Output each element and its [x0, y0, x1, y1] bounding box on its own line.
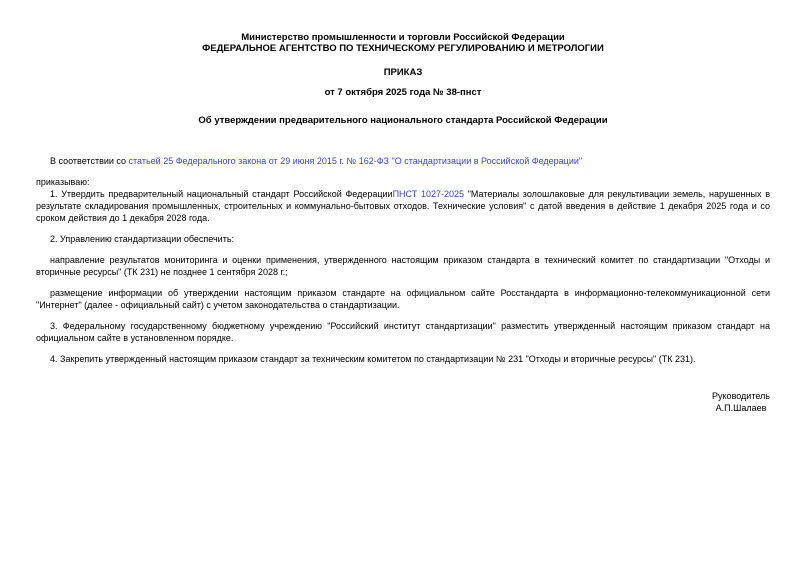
body-paragraph: [36, 188, 770, 224]
paragraph-text: "Материалы золошлаковые для рекультивации земель, нарушенных в результате складирования промышленных, строительных и коммунально-бытовых отходов. Технические условия" с датой введения в действие 1 декабря 2025 года и со сроком действия до 1 декабря 2028 года.: [36, 189, 770, 223]
body-paragraph: [36, 320, 770, 344]
signature-position: Руководитель: [712, 391, 770, 401]
signature-name: А.П.Шалаев: [715, 403, 767, 413]
document-header: [36, 32, 770, 54]
doc-title: Об утверждении предварительного национального стандарта Российской Федерации: [198, 115, 608, 126]
body-paragraph: [36, 176, 770, 188]
paragraph-text: 2. Управлению стандартизации обеспечить:: [50, 234, 235, 244]
paragraph-text: размещение информации об утверждении настоящим приказом стандарте на официальном сайте Росстандарта в информационно-телекоммуникационной сети "Интернет" (далее - официальный сайт) с учетом законодательства о стандартизации.: [36, 288, 770, 310]
body-paragraph: [36, 254, 770, 278]
document-body: [36, 155, 770, 365]
paragraph-text: 4. Закрепить утвержденный настоящим приказом стандарт за техническим комитетом по стандартизации № 231 "Отходы и вторичные ресурсы" (ТК 231).: [50, 354, 696, 364]
doc-date-number: от 7 октября 2025 года № 38-пнст: [324, 87, 482, 98]
signature-block: [36, 390, 770, 416]
agency-line: ФЕДЕРАЛЬНОЕ АГЕНТСТВО ПО ТЕХНИЧЕСКОМУ РЕГУЛИРОВАНИЮ И МЕТРОЛОГИИ: [202, 43, 604, 54]
body-paragraph: [36, 287, 770, 311]
paragraph-text: направление результатов мониторинга и оценки применения, утвержденного настоящим приказом стандарта в технический комитет по стандартизации "Отходы и вторичные ресурсы" (ТК 231) не позднее 1 сентября 2028 г.;: [36, 255, 770, 277]
body-paragraph: [36, 155, 770, 167]
doc-type-label: ПРИКАЗ: [383, 67, 423, 78]
ministry-line: Министерство промышленности и торговли Российской Федерации: [241, 32, 565, 43]
paragraph-text: В соответствии со: [50, 156, 129, 166]
paragraph-text: приказываю:: [36, 177, 90, 187]
paragraph-text: 3. Федеральному государственному бюджетному учреждению "Российский институт стандартизации" разместить утвержденный настоящим приказом стандарт на официальном сайте в установленном порядке.: [36, 321, 770, 343]
document-link[interactable]: ПНСТ 1027-2025: [392, 189, 464, 199]
body-paragraph: [36, 233, 770, 245]
body-paragraph: [36, 353, 770, 365]
paragraph-text: 1. Утвердить предварительный национальный стандарт Российской Федерации: [50, 189, 393, 199]
document-link[interactable]: статьей 25 Федерального закона от 29 июня 2015 г. № 162-ФЗ "О стандартизации в Российской Федерации": [128, 156, 583, 166]
